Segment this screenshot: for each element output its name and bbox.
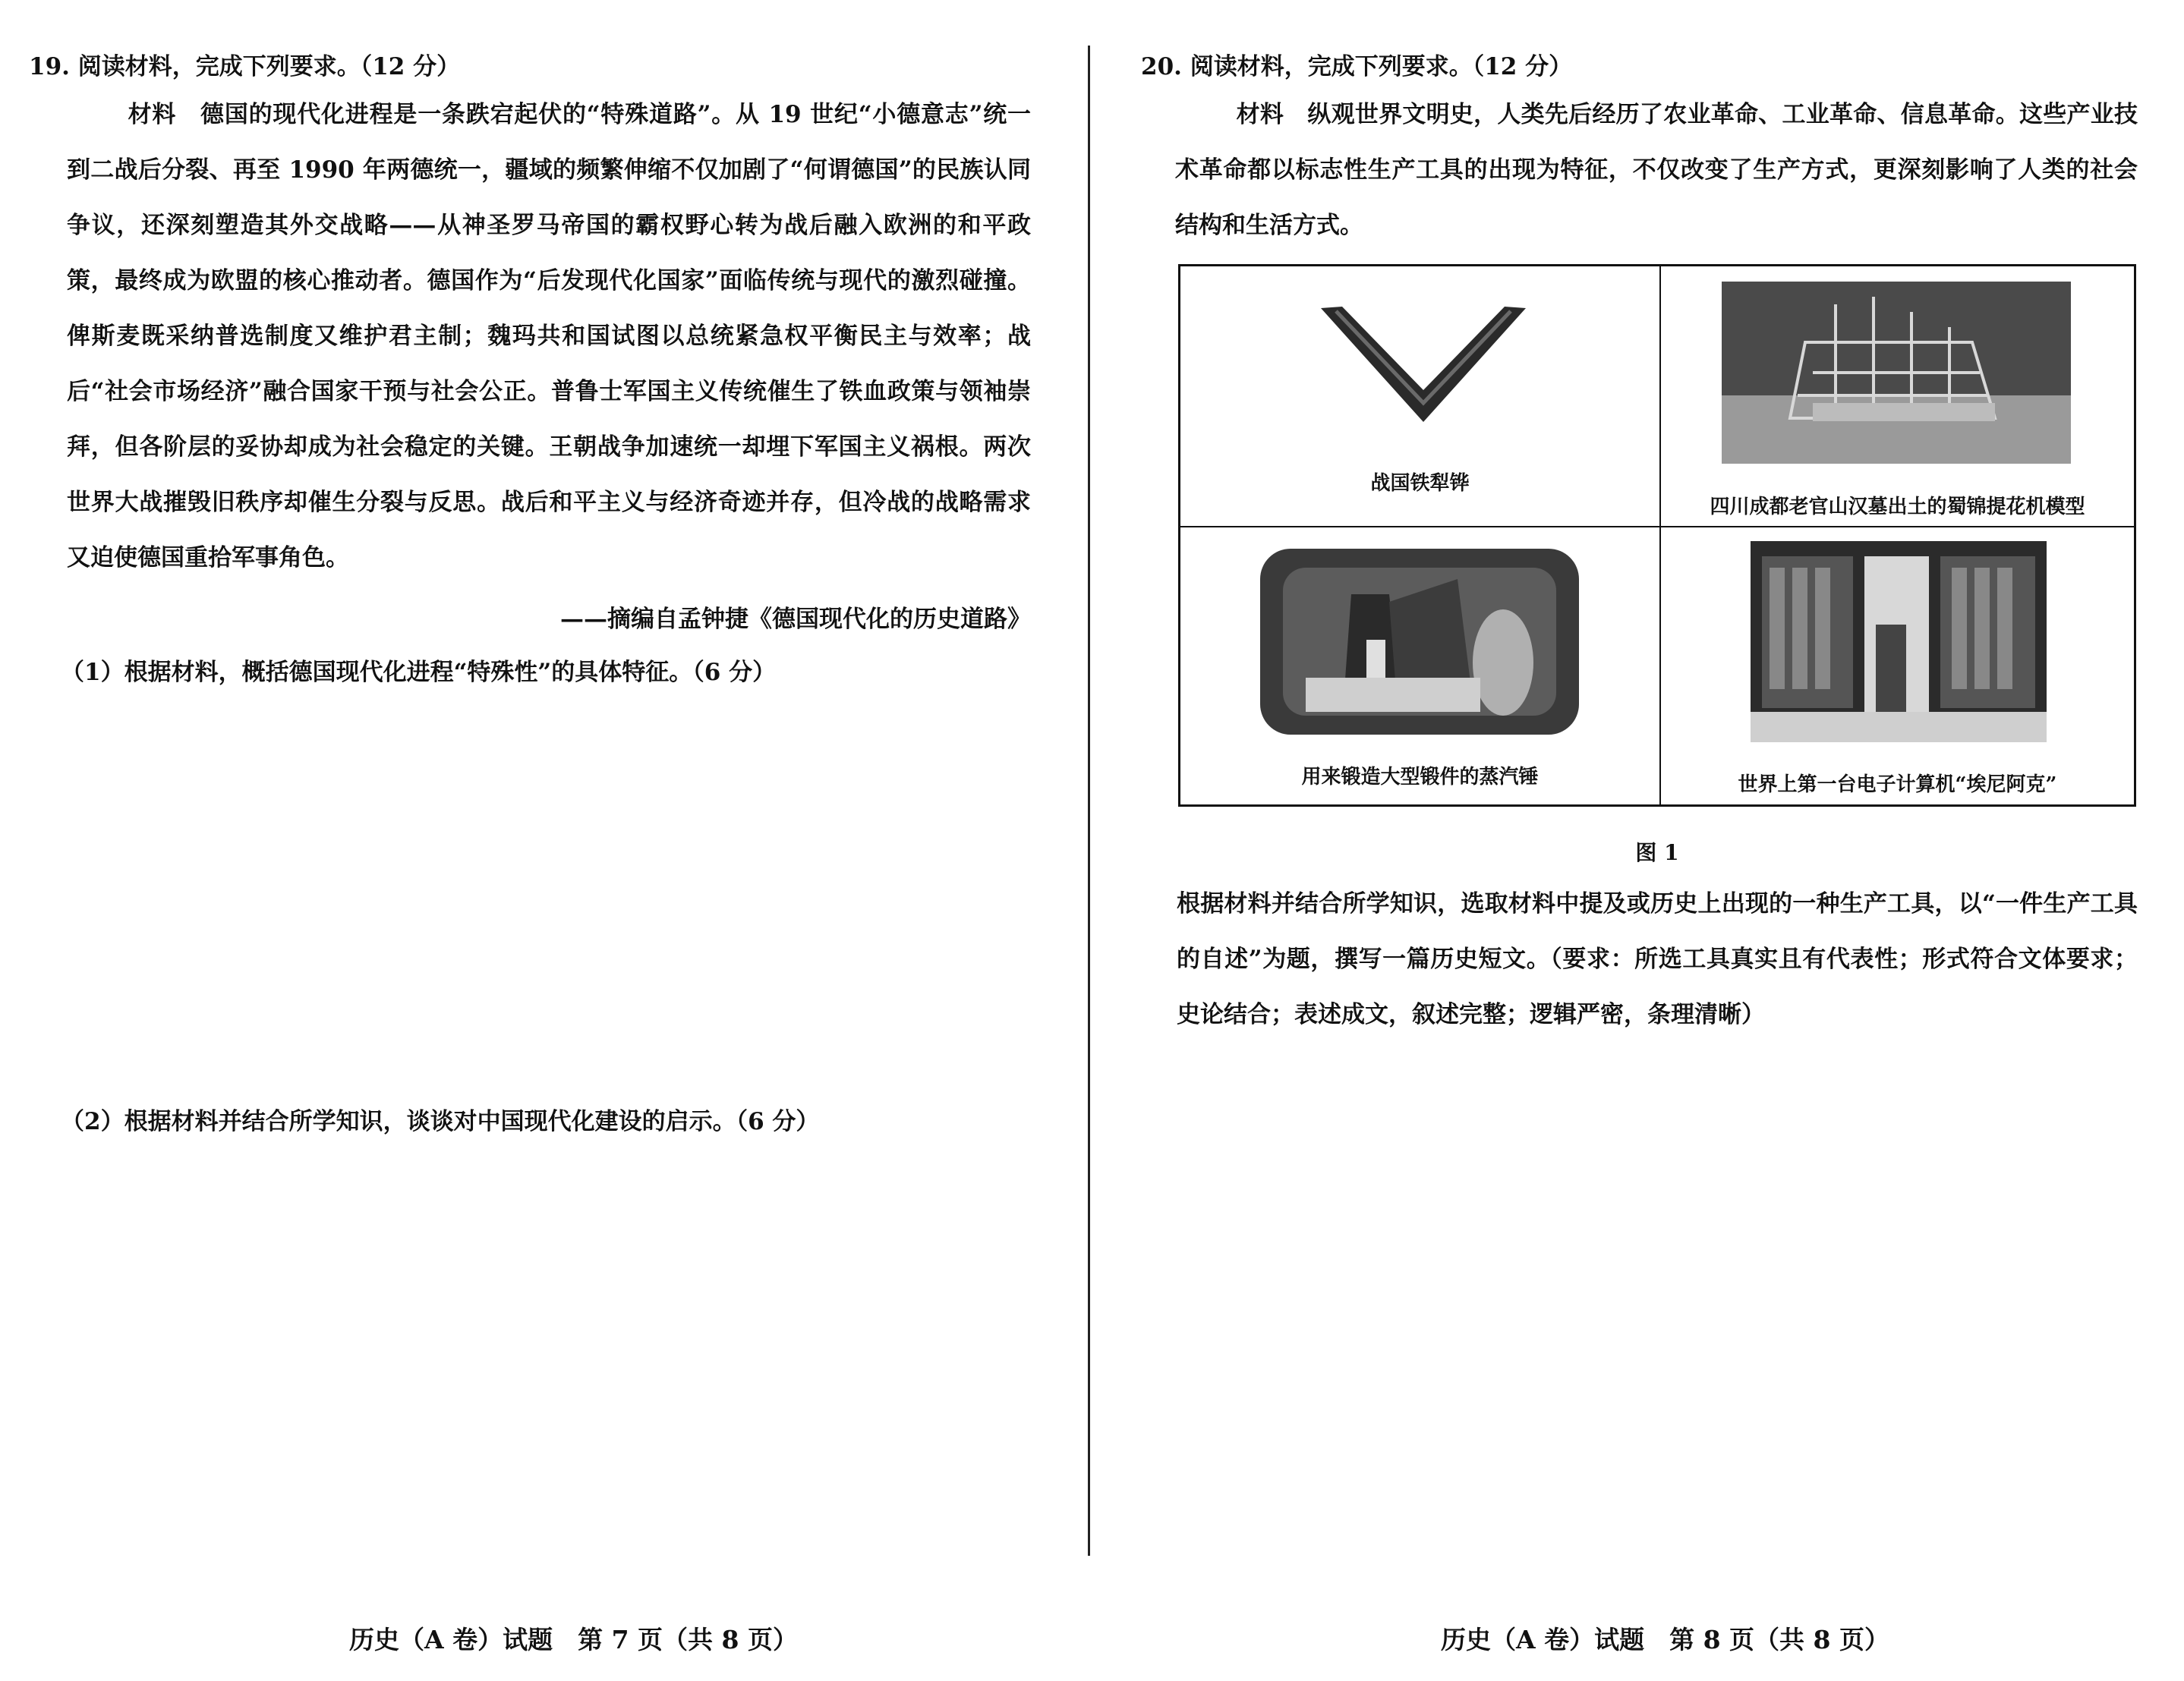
material-label: 材料 [1236,101,1284,128]
caption-loom: 四川成都老官山汉墓出土的蜀锦提花机模型 [1710,496,2085,518]
question-19-part-2: （2）根据材料并结合所学知识，谈谈对中国现代化建设的启示。（6 分） [61,1108,820,1135]
page-footer-8: 历史（A 卷）试题 第 8 页（共 8 页） [1441,1625,1889,1654]
caption-eniac: 世界上第一台电子计算机“埃尼阿克” [1738,773,2057,796]
figure-1-label: 图 1 [1635,840,1679,865]
figure-cell-steam-hammer [1180,527,1661,804]
page-divider [1088,46,1090,1556]
question-20-title: 20. 阅读材料，完成下列要求。（12 分） [1141,53,1573,80]
question-19-material [67,87,1031,586]
material-label: 材料 [128,101,177,128]
caption-plowshare: 战国铁犁铧 [1370,472,1470,495]
eniac-image [1751,541,2047,742]
figure-cell-eniac [1661,527,2134,804]
steam-hammer-image [1260,549,1579,735]
figure-1-grid [1178,264,2136,807]
question-20-material [1175,87,2138,253]
material-text: 纵观世界文明史，人类先后经历了农业革命、工业革命、信息革命。这些产业技术革命都以标志性生产工具的出现为特征，不仅改变了生产方式，更深刻影响了人类的社会结构和生活方式。 [1175,101,2138,239]
plowshare-image [1313,301,1533,430]
material-source: ——摘编自孟钟捷《德国现代化的历史道路》 [560,606,1031,633]
figure-cell-loom [1661,266,2134,527]
material-text: 德国的现代化进程是一条跌宕起伏的“特殊道路”。从 19 世纪“小德意志”统一到二战后分裂、再至 1990 年两德统一，疆域的频繁伸缩不仅加剧了“何谓德国”的民族认同争议，还深刻塑造其外交战略——从神圣罗马帝国的霸权野心转为战后融入欧洲的和平政策，最终成为欧盟的核心推动者。德国作为“后发现代化国家”面临传统与现代的激烈碰撞。俾斯麦既采纳普选制度又维护君主制；魏玛共和国试图以总统紧急权平衡民主与效率；战后“社会市场经济”融合国家干预与社会公正。普鲁士军国主义传统催生了铁血政策与领袖崇拜，但各阶层的妥协却成为社会稳定的关键。王朝战争加速统一却埋下军国主义祸根。两次世界大战摧毁旧秩序却催生分裂与反思。战后和平主义与经济奇迹并存，但冷战的战略需求又迫使德国重拾军事角色。 [67,101,1032,571]
loom-model-image [1722,282,2071,464]
page-footer-7: 历史（A 卷）试题 第 7 页（共 8 页） [349,1625,798,1654]
question-19-title: 19. 阅读材料，完成下列要求。（12 分） [29,53,461,80]
question-20-task: 根据材料并结合所学知识，选取材料中提及或历史上出现的一种生产工具，以“一件生产工具的自述”为题，撰写一篇历史短文。（要求：所选工具真实且有代表性；形式符合文体要求；史论结合；表述成文，叙述完整；逻辑严密，条理清晰） [1177,890,2138,1028]
figure-cell-plowshare [1180,266,1661,527]
question-19-part-1: （1）根据材料，概括德国现代化进程“特殊性”的具体特征。（6 分） [61,659,777,686]
caption-steam-hammer: 用来锻造大型锻件的蒸汽锤 [1301,766,1539,789]
